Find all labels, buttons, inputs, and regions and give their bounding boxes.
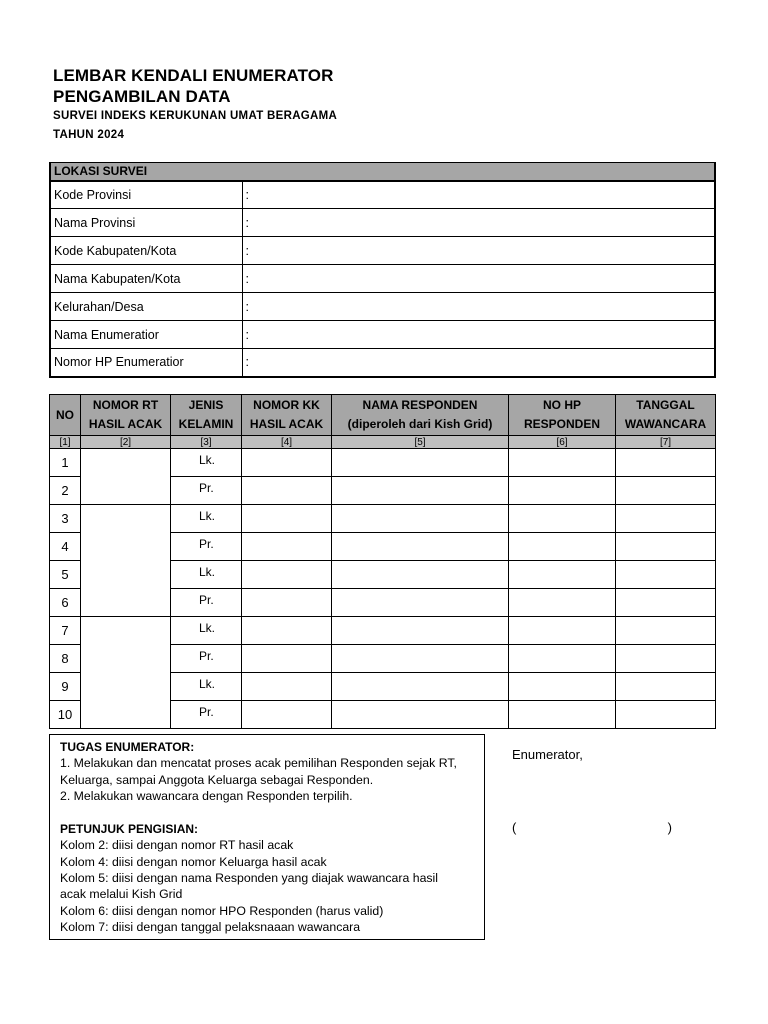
rt-cell[interactable] <box>81 617 171 729</box>
date-cell[interactable] <box>616 505 716 533</box>
location-field-value[interactable]: : <box>242 293 715 321</box>
respondent-name-cell[interactable] <box>332 477 509 505</box>
enumerator-signature-label: Enumerator, <box>512 747 583 762</box>
column-header-date <box>616 395 716 436</box>
gender-cell: Pr. <box>171 533 242 561</box>
date-cell[interactable] <box>616 477 716 505</box>
location-field-value[interactable]: : <box>242 237 715 265</box>
row-number: 10 <box>50 701 81 729</box>
row-number: 2 <box>50 477 81 505</box>
petunjuk-line: Kolom 6: diisi dengan nomor HPO Responden (harus valid) <box>60 903 384 918</box>
respondent-name-cell[interactable] <box>332 589 509 617</box>
table-row <box>50 449 716 477</box>
gender-cell: Lk. <box>171 561 242 589</box>
enumerator-signature-field[interactable] <box>512 820 672 835</box>
date-cell[interactable] <box>616 701 716 729</box>
gender-cell: Lk. <box>171 617 242 645</box>
phone-cell[interactable] <box>509 617 616 645</box>
table-row <box>50 505 716 533</box>
gender-cell: Lk. <box>171 449 242 477</box>
gender-cell: Pr. <box>171 645 242 673</box>
column-header-text: JENIS <box>188 398 224 412</box>
location-row <box>50 237 715 265</box>
kk-cell[interactable] <box>242 505 332 533</box>
document-title-line1: LEMBAR KENDALI ENUMERATOR <box>53 66 334 85</box>
date-cell[interactable] <box>616 645 716 673</box>
respondent-name-cell[interactable] <box>332 673 509 701</box>
column-header-text: TANGGAL <box>636 398 695 412</box>
column-header-respondent-name <box>332 395 509 436</box>
petunjuk-line: acak melalui Kish Grid <box>60 887 183 902</box>
row-number: 5 <box>50 561 81 589</box>
location-row <box>50 209 715 237</box>
phone-cell[interactable] <box>509 477 616 505</box>
survey-location-heading: LOKASI SURVEI <box>50 163 715 181</box>
kk-cell[interactable] <box>242 673 332 701</box>
kk-cell[interactable] <box>242 589 332 617</box>
column-number: [3] <box>171 436 242 449</box>
gender-cell: Lk. <box>171 505 242 533</box>
date-cell[interactable] <box>616 673 716 701</box>
kk-cell[interactable] <box>242 701 332 729</box>
kk-cell[interactable] <box>242 449 332 477</box>
location-field-label: Kode Kabupaten/Kota <box>50 237 242 265</box>
column-header-text: NAMA RESPONDEN <box>362 398 478 412</box>
respondent-name-cell[interactable] <box>332 617 509 645</box>
document-subtitle: SURVEI INDEKS KERUKUNAN UMAT BERAGAMA <box>53 110 338 122</box>
phone-cell[interactable] <box>509 533 616 561</box>
column-number: [4] <box>242 436 332 449</box>
date-cell[interactable] <box>616 561 716 589</box>
kk-cell[interactable] <box>242 561 332 589</box>
tugas-line: Keluarga, sampai Anggota Keluarga sebagai Responden. <box>60 772 374 787</box>
date-cell[interactable] <box>616 449 716 477</box>
survey-location-heading-row <box>50 163 715 181</box>
location-field-value[interactable]: : <box>242 321 715 349</box>
location-field-label: Nama Kabupaten/Kota <box>50 265 242 293</box>
kk-cell[interactable] <box>242 533 332 561</box>
column-header-text: NO <box>56 407 74 422</box>
gender-cell: Pr. <box>171 589 242 617</box>
location-field-label: Kelurahan/Desa <box>50 293 242 321</box>
petunjuk-line: Kolom 5: diisi dengan nama Responden yang diajak wawancara hasil <box>60 871 439 886</box>
respondent-name-cell[interactable] <box>332 701 509 729</box>
column-header-gender <box>171 395 242 436</box>
column-number: [6] <box>509 436 616 449</box>
column-header-phone <box>509 395 616 436</box>
tugas-heading: TUGAS ENUMERATOR: <box>60 740 195 754</box>
location-field-value[interactable]: : <box>242 265 715 293</box>
column-number-row <box>50 436 716 449</box>
column-number: [7] <box>616 436 716 449</box>
location-field-value[interactable]: : <box>242 209 715 237</box>
row-number: 6 <box>50 589 81 617</box>
column-header-text: HASIL ACAK <box>88 417 163 431</box>
column-header-text: KELAMIN <box>178 417 234 431</box>
kk-cell[interactable] <box>242 645 332 673</box>
location-row <box>50 265 715 293</box>
phone-cell[interactable] <box>509 673 616 701</box>
rt-cell[interactable] <box>81 449 171 505</box>
location-field-label: Nomor HP Enumeratior <box>50 349 242 377</box>
row-number: 1 <box>50 449 81 477</box>
location-field-value[interactable]: : <box>242 181 715 209</box>
respondent-name-cell[interactable] <box>332 561 509 589</box>
rt-cell[interactable] <box>81 505 171 617</box>
phone-cell[interactable] <box>509 561 616 589</box>
tugas-line: 1. Melakukan dan mencatat proses acak pemilihan Responden sejak RT, <box>60 756 457 771</box>
respondent-name-cell[interactable] <box>332 645 509 673</box>
column-header-kk <box>242 395 332 436</box>
kk-cell[interactable] <box>242 477 332 505</box>
column-number: [2] <box>81 436 171 449</box>
table-row <box>50 617 716 645</box>
signature-close-paren: ) <box>667 820 672 835</box>
respondent-name-cell[interactable] <box>332 533 509 561</box>
column-header-text: NOMOR RT <box>92 398 159 412</box>
column-header-no <box>50 395 81 436</box>
respondent-name-cell[interactable] <box>332 505 509 533</box>
row-number: 3 <box>50 505 81 533</box>
phone-cell[interactable] <box>509 589 616 617</box>
row-number: 8 <box>50 645 81 673</box>
instructions-box <box>49 734 485 940</box>
date-cell[interactable] <box>616 533 716 561</box>
phone-cell[interactable] <box>509 505 616 533</box>
spacer <box>60 804 484 821</box>
column-header-text: (diperoleh dari Kish Grid) <box>347 417 493 431</box>
gender-cell: Pr. <box>171 701 242 729</box>
petunjuk-line: Kolom 2: diisi dengan nomor RT hasil acak <box>60 838 294 853</box>
location-row <box>50 349 715 377</box>
location-field-label: Nama Enumeratior <box>50 321 242 349</box>
petunjuk-line: Kolom 7: diisi dengan tanggal pelaksnaaan wawancara <box>60 919 361 934</box>
date-cell[interactable] <box>616 617 716 645</box>
location-field-value[interactable]: : <box>242 349 715 377</box>
column-header-text: RESPONDEN <box>523 417 600 431</box>
row-number: 7 <box>50 617 81 645</box>
petunjuk-heading: PETUNJUK PENGISIAN: <box>60 822 199 837</box>
location-row <box>50 321 715 349</box>
location-row <box>50 293 715 321</box>
location-row <box>50 181 715 209</box>
column-header-text: NO HP <box>542 398 581 412</box>
location-field-label: Kode Provinsi <box>50 181 242 209</box>
document-year: TAHUN 2024 <box>53 129 125 141</box>
column-header-text: NOMOR KK <box>253 398 320 412</box>
kk-cell[interactable] <box>242 617 332 645</box>
document-header <box>53 65 337 145</box>
column-header-text: HASIL ACAK <box>249 417 324 431</box>
signature-open-paren: ( <box>512 820 517 835</box>
survey-location-table <box>49 162 716 378</box>
location-field-label: Nama Provinsi <box>50 209 242 237</box>
tugas-line: 2. Melakukan wawancara dengan Responden terpilih. <box>60 788 353 803</box>
column-header-rt <box>81 395 171 436</box>
column-number: [1] <box>50 436 81 449</box>
column-number: [5] <box>332 436 509 449</box>
phone-cell[interactable] <box>509 645 616 673</box>
row-number: 4 <box>50 533 81 561</box>
row-number: 9 <box>50 673 81 701</box>
phone-cell[interactable] <box>509 701 616 729</box>
gender-cell: Pr. <box>171 477 242 505</box>
respondent-table <box>49 394 716 729</box>
date-cell[interactable] <box>616 589 716 617</box>
respondent-table-header <box>50 395 716 436</box>
document-title-line2: PENGAMBILAN DATA <box>53 87 231 106</box>
gender-cell: Lk. <box>171 673 242 701</box>
respondent-name-cell[interactable] <box>332 449 509 477</box>
phone-cell[interactable] <box>509 449 616 477</box>
petunjuk-line: Kolom 4: diisi dengan nomor Keluarga hasil acak <box>60 854 327 869</box>
column-header-text: WAWANCARA <box>624 417 707 431</box>
